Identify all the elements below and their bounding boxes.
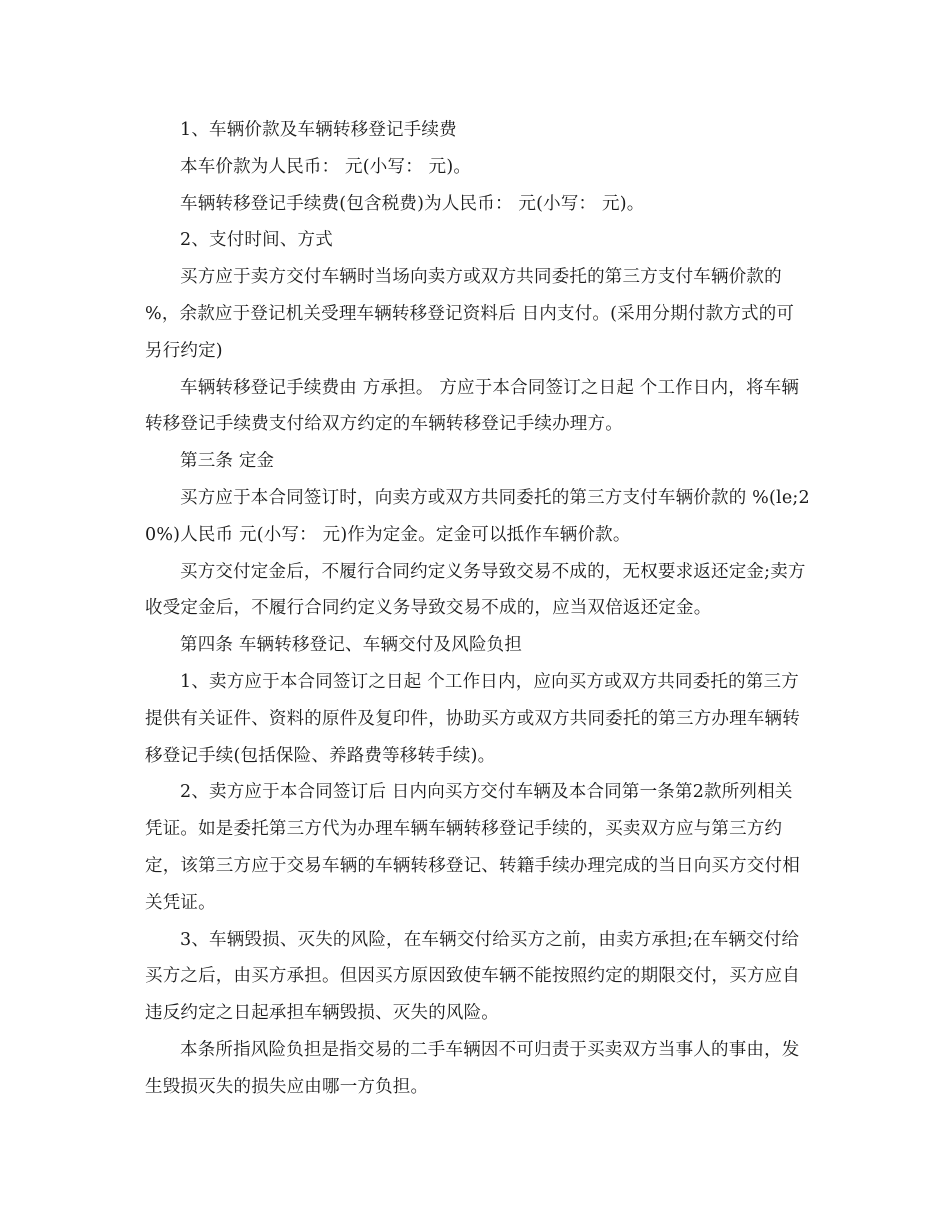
paragraph-payment-terms: 买方应于卖方交付车辆时当场向卖方或双方共同委托的第三方支付车辆价款的 %，余款应于登记机关受理车辆转移登记资料后 日内支付。(采用分期付款方式的可另行约定) (145, 267, 795, 361)
paragraph-risk-definition: 本条所指风险负担是指交易的二手车辆因不可归责于买卖双方当事人的事由，发生毁损灭失的损失应由哪一方负担。 (145, 1039, 800, 1097)
document-body (145, 112, 810, 1106)
section-heading-price: 1、车辆价款及车辆转移登记手续费 (180, 120, 457, 140)
paragraph-fee-responsibility: 车辆转移登记手续费由 方承担。 方应于本合同签订之日起 个工作日内，将车辆转移登记手续费支付给双方约定的车辆转移登记手续办理方。 (145, 377, 800, 435)
paragraph-vehicle-delivery: 2、卖方应于本合同签订后 日内向买方交付车辆及本合同第一条第2款所列相关凭证。如是委托第三方代为办理车辆车辆转移登记手续的，买卖双方应与第三方约定，该第三方应于交易车辆的车辆转移登记、转籍手续办理完成的当日向买方交付相关凭证。 (145, 782, 800, 913)
article-heading-deposit: 第三条 定金 (180, 451, 275, 472)
paragraph-transfer-documents: 1、卖方应于本合同签订之日起 个工作日内，应向买方或双方共同委托的第三方提供有关证件、资料的原件及复印件，协助买方或双方共同委托的第三方办理车辆转移登记手续(包括保险、养路费等移转手续)。 (145, 671, 800, 766)
section-heading-payment: 2、支付时间、方式 (180, 230, 333, 251)
paragraph-vehicle-price: 本车价款为人民币： 元(小写： 元)。 (180, 156, 472, 177)
paragraph-deposit-rules: 买方交付定金后，不履行合同约定义务导致交易不成的，无权要求返还定金;卖方收受定金后，不履行合同约定义务导致交易不成的，应当双倍返还定金。 (145, 561, 806, 619)
article-heading-transfer: 第四条 车辆转移登记、车辆交付及风险负担 (180, 635, 523, 656)
paragraph-risk-transfer: 3、车辆毁损、灭失的风险，在车辆交付给买方之前，由卖方承担;在车辆交付给买方之后，由买方承担。但因买方原因致使车辆不能按照约定的期限交付，买方应自违反约定之日起承担车辆毁损、灭失的风险。 (145, 929, 800, 1024)
paragraph-deposit-amount: 买方应于本合同签订时，向卖方或双方共同委托的第三方支付车辆价款的 %(le;20%)人民币 元(小写： 元)作为定金。定金可以抵作车辆价款。 (145, 487, 810, 545)
paragraph-transfer-fee: 车辆转移登记手续费(包含税费)为人民币： 元(小写： 元)。 (180, 193, 645, 214)
